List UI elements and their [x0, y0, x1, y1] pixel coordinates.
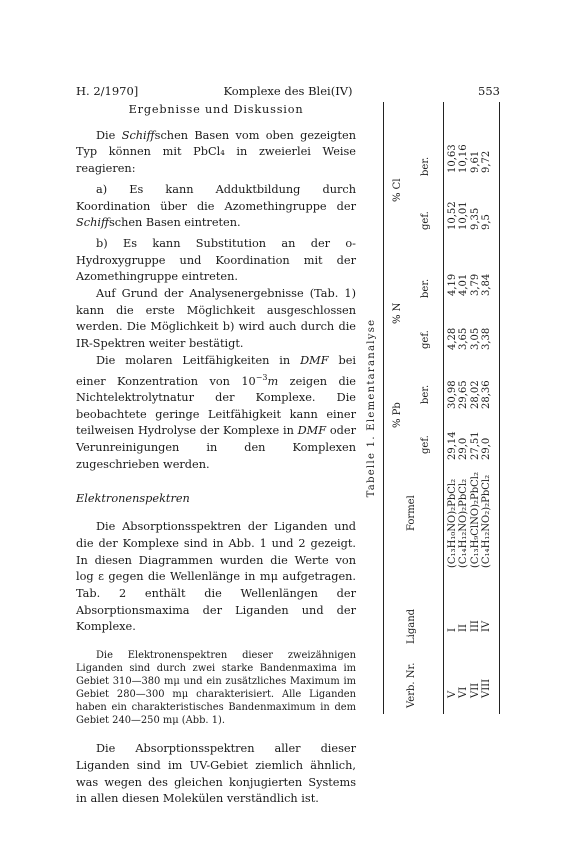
table-cell: 9,61 — [469, 150, 481, 173]
small-print-paragraph: Die Elektronenspektren dieser zweizähnigen Liganden sind durch zwei starke Bandenmaxima im Gebiet 310—380 mμ und ein zusätzliches Maximum im Gebiet 280—300 mμ charakterisiert. Alle Liganden haben ein charakteristisches Bandenmaximum in dem Gebiet 240—250 mμ (Abb. 1). — [76, 650, 356, 727]
final-paragraph: Die Absorptionsspektren aller dieser Liganden sind im UV-Gebiet ziemlich ähnlich, was wegen des gleichen konjugierten Systems in allen diesen Molekülen verständlich ist. — [76, 742, 356, 806]
header-formel: Formel — [406, 495, 417, 531]
col-verb — [447, 679, 492, 698]
header-pb: % Pb — [392, 402, 403, 428]
table-cell: 4,19 — [447, 273, 458, 296]
subheading-electron-spectra: Elektronenspektren — [76, 491, 190, 505]
table-elementaranalyse — [366, 102, 500, 714]
table-cell: 4,01 — [458, 273, 470, 296]
table-cell: 9,35 — [469, 207, 481, 230]
col-ligand — [447, 620, 492, 632]
header-verb-nr: Verb. Nr. — [406, 662, 417, 708]
header-ligand: Ligand — [406, 608, 417, 644]
header-cl-ber: ber. — [420, 156, 431, 176]
table-header-rule — [443, 102, 444, 714]
header-pb-ber: ber. — [420, 384, 431, 404]
conductivity-paragraph: Die molaren Leitfähigkeiten in DMF bei einer Konzentration von $10^{-3}m$ zeigen die Nichtelektrolytnatur der Komplexe. Die beobachtete geringe Leitfähigkeit kann einer teilweisen Hydrolyse der Komplexe in DMF oder Verunreinigungen in den Komplexen zugeschrieben werden. — [76, 353, 356, 471]
table-cell: 10,16 — [458, 144, 470, 173]
table-cell: (C₁₃H₉ClNO)₂PbCl₂ — [469, 472, 481, 568]
spectra-paragraph: Die Absorptionsspektren der Liganden und die der Komplexe sind in Abb. 1 und 2 gezeigt. In diesen Diagrammen wurden die Werte von log ε gegen die Wellenlänge in mμ aufgetragen. Tab. 2 enthält die Wellenlängen der Absorptionsmaxima der Liganden und der Komplexe. — [76, 520, 356, 634]
table-cell: 4,28 — [447, 327, 458, 350]
table-cell: 30,98 — [447, 380, 458, 409]
col-formel — [447, 472, 492, 568]
header-n-gef: gef. — [420, 330, 431, 349]
intro-paragraph: Die Schiffschen Basen vom oben gezeigten Typ können mit PbCl₄ in zweierlei Weise reagieren: — [76, 128, 356, 176]
point-a-paragraph: a) Es kann Adduktbildung durch Koordination über die Azomethingruppe der Schiffschen Basen eintreten. — [76, 182, 356, 230]
table-top-rule — [383, 102, 384, 714]
table-cell: (C₁₃H₁₀NO)₂PbCl₂ — [447, 478, 458, 568]
table-cell: 28,36 — [480, 380, 492, 409]
table-cell: 29,0 — [458, 437, 470, 460]
header-cl-gef: gef. — [420, 211, 431, 230]
col-pb-gef — [447, 431, 492, 460]
table-cell: 3,38 — [480, 327, 492, 350]
header-pb-gef: gef. — [420, 435, 431, 454]
table-cell: 3,65 — [458, 327, 470, 350]
header-cl: % Cl — [392, 178, 403, 202]
table-cell: III — [469, 620, 481, 632]
table-cell: 10,63 — [447, 144, 458, 173]
page-number: 553 — [478, 84, 500, 98]
table-cell: V — [447, 690, 458, 698]
table-cell: 27,51 — [469, 431, 481, 460]
header-n-ber: ber. — [420, 278, 431, 298]
table-cell: 29,0 — [480, 437, 492, 460]
table-caption: Tabelle 1. Elementaranalyse — [366, 318, 377, 498]
running-title: Komplexe des Blei(IV) — [223, 84, 353, 98]
rotated-table — [366, 102, 500, 714]
point-b-paragraph: b) Es kann Substitution an der o-Hydroxygruppe und Koordination mit der Azomethingruppe eintreten. — [76, 236, 356, 284]
table-cell: VI — [458, 686, 470, 698]
section-title: Ergebnisse und Diskussion — [128, 103, 304, 116]
col-n-ber — [447, 274, 492, 296]
table-cell: 10,01 — [458, 201, 470, 230]
table-cell: 10,52 — [447, 201, 458, 230]
col-n-gef — [447, 328, 492, 350]
table-cell: I — [447, 628, 458, 632]
analysis-paragraph: Auf Grund der Analysenergebnisse (Tab. 1) kann die erste Möglichkeit ausgeschlossen werden. Die Möglichkeit b) wird auch durch die IR-Spektren weiter bestätigt. — [76, 287, 356, 351]
text-column — [76, 102, 356, 808]
table-cell: (C₁₄H₁₂NO)₂PbCl₂ — [458, 478, 470, 568]
table-cell: VIII — [480, 678, 492, 698]
table-cell: 29,65 — [458, 380, 470, 409]
table-cell: 3,79 — [469, 273, 481, 296]
table-cell: 3,05 — [469, 327, 481, 350]
header-n: % N — [392, 302, 403, 324]
table-cell: (C₁₄H₁₂NO₂)₂PbCl₂ — [480, 474, 492, 568]
table-cell: II — [458, 624, 470, 632]
col-cl-ber — [447, 144, 492, 173]
table-bottom-rule — [499, 102, 500, 714]
col-pb-ber — [447, 380, 492, 409]
table-cell: 9,72 — [480, 150, 492, 173]
table-cell: VII — [469, 682, 481, 698]
table-cell: 28,02 — [469, 380, 481, 409]
table-cell: 9,5 — [480, 214, 492, 230]
col-cl-gef — [447, 201, 492, 230]
table-cell: 29,14 — [447, 431, 458, 460]
running-head — [76, 84, 500, 100]
table-cell: 3,84 — [480, 273, 492, 296]
issue-label: H. 2/1970] — [76, 84, 139, 98]
table-cell: IV — [480, 620, 492, 632]
